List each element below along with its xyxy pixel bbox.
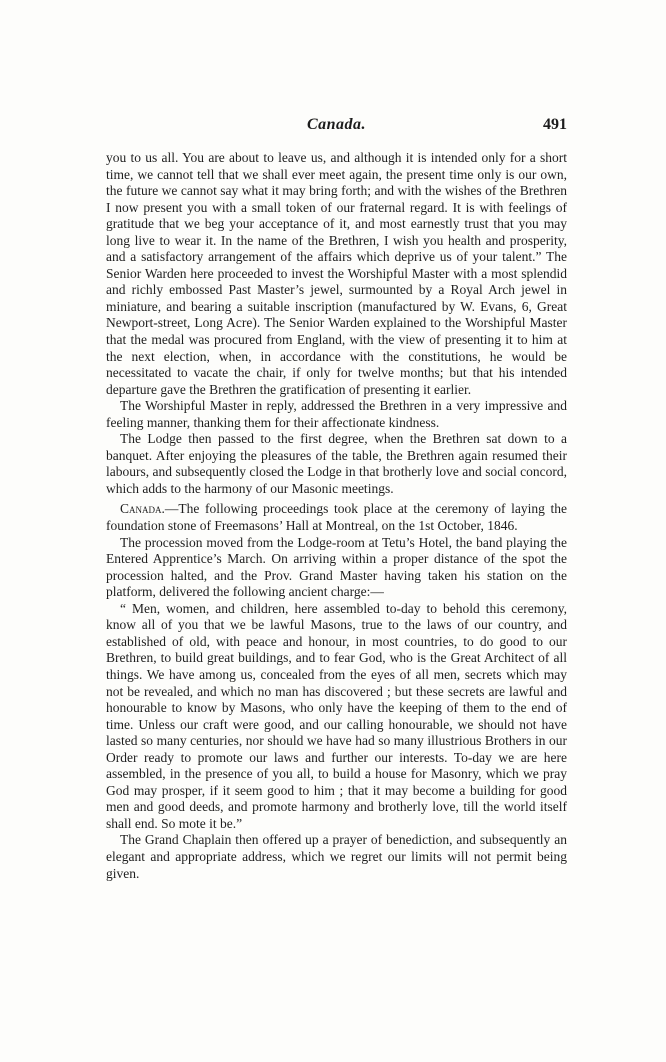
paragraph-procession: The procession moved from the Lodge-room at Tetu’s Hotel, the band playing the Entered Apprentice’s March. On arriving within a proper distance of the spot the procession halted, and the Prov. Grand Master having taken his station on the platform, delivered the following ancient charge:— [106, 534, 567, 600]
article-body [106, 150, 567, 882]
running-title: Canada. [306, 116, 367, 133]
section-intro-text: The following proceedings took place at the ceremony of laying the foundation stone of Freemasons’ Hall at Montreal, on the 1st October, 1846. [106, 501, 567, 534]
paragraph-grand-chaplain: The Grand Chaplain then offered up a prayer of benediction, and subsequently an elegant and appropriate address, which we regret our limits will not permit being given. [106, 832, 567, 881]
page-number: 491 [543, 116, 567, 133]
paragraph-ancient-charge: “ Men, women, and children, here assembled to-day to behold this ceremony, know all of you that we be lawful Masons, true to the laws of our country, and established of old, with peace and honour, in most countries, to do good to our Brethren, to build great buildings, and to fear God, who is the Great Architect of all things. We have among us, concealed from the eyes of all men, secrets which may not be revealed, and which no man has discovered ; but these secrets are lawful and honourable to know by Masons, who only have the keeping of them to the end of time. Unless our craft were good, and our calling honourable, we should not have lasted so many centuries, nor should we have had so many illustrious Brothers in our Order ready to promote our laws and further our interests. To-day we are here assembled, in the presence of you all, to build a house for Masonry, which we pray God may prosper, if it seem good to him ; that it may become a building for good men and good deeds, and promote harmony and brotherly love, till the world itself shall end. So mote it be.” [106, 600, 567, 831]
paragraph-master-reply: The Worshipful Master in reply, addressed the Brethren in a very impressive and feeling manner, thanking them for their affectionate kindness. [106, 398, 567, 430]
page-header [106, 116, 567, 138]
paragraph-canada-section [106, 501, 567, 534]
paragraph-continued-address: you to us all. You are about to leave us, and although it is intended only for a short time, we cannot tell that we shall ever meet again, the present time only is our own, the future we cannot say what it may bring forth; and with the wishes of the Brethren I now present you with a small token of our fraternal regard. It is with feelings of gratitude that we beg your acceptance of it, and most earnestly trust that you may long live to wear it. In the name of the Brethren, I wish you health and prosperity, and a satisfactory arrangement of the affairs which deprive us of your talent.” The Senior Warden here proceeded to invest the Worshipful Master with a most splendid and richly embossed Past Master’s jewel, surmounted by a Royal Arch jewel in miniature, and bearing a suitable inscription (manufactured by W. Evans, 6, Great Newport-street, Long Acre). The Senior Warden explained to the Worshipful Master that the medal was procured from England, with the view of presenting it to him at the next election, when, in accordance with the constitutions, he would be necessitated to vacate the chair, if only for twelve months; but that his intended departure gave the Brethren the gratification of presenting it earlier. [106, 150, 567, 397]
section-heading: Canada.— [120, 501, 179, 517]
paragraph-lodge-banquet: The Lodge then passed to the first degree, when the Brethren sat down to a banquet. After enjoying the pleasures of the table, the Brethren again resumed their labours, and subsequently closed the Lodge in that brotherly love and social concord, which adds to the harmony of our Masonic meetings. [106, 431, 567, 496]
